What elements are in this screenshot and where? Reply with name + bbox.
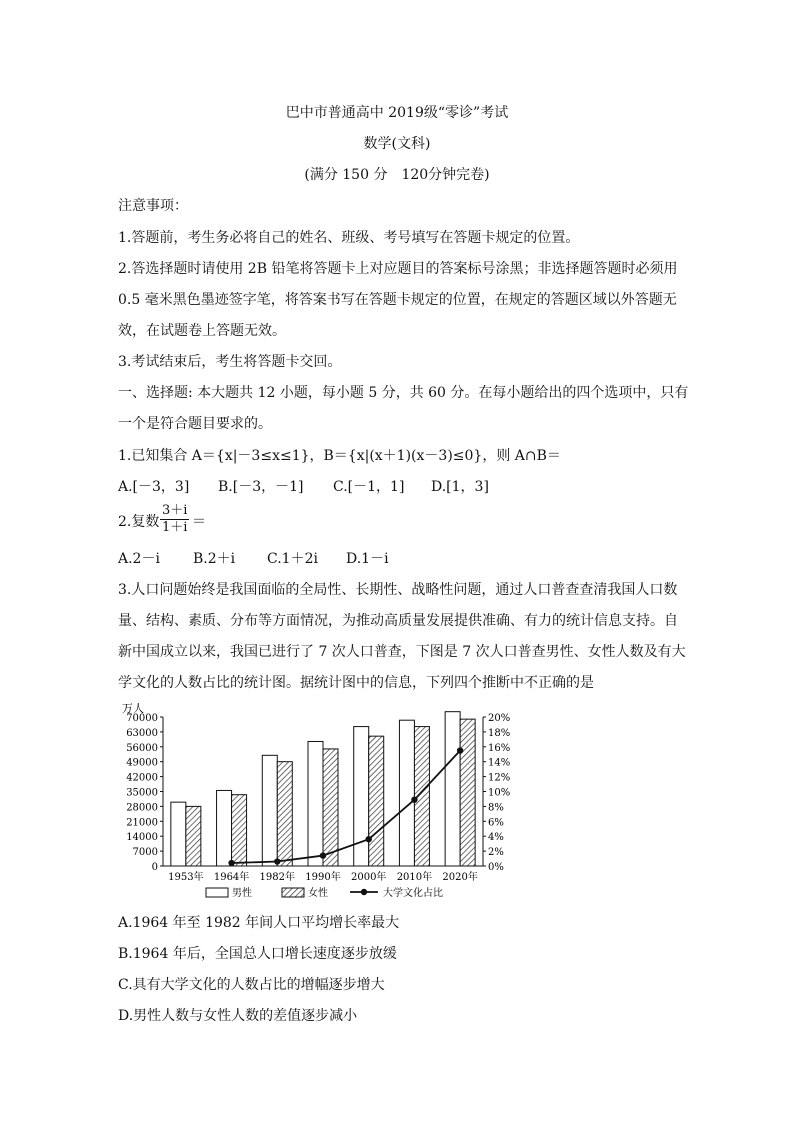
answer-option-c: C.具有大学文化的人数占比的增幅逐步增大 (118, 977, 385, 993)
notes-heading: 注意事项： (118, 198, 188, 214)
question-2-suffix: ＝ (192, 514, 206, 530)
answer-option-d: D.男性人数与女性人数的差值逐步减小 (118, 1008, 358, 1024)
question-2-prefix: 2.复数 (118, 514, 160, 530)
exam-title: 巴中市普通高中 2019级“零诊”考试 (285, 105, 509, 121)
legend-swatch-ratio-point (361, 889, 367, 895)
question-3-line: 新中国成立以来，我国已进行了 7 次人口普查，下图是 7 次人口普查男性、女性人数及有大 (118, 644, 686, 660)
x-tick-label: 2000年 (350, 872, 387, 883)
section-heading-cont: 一个是符合题目要求的。 (118, 416, 272, 432)
exam-subject: 数学(文科) (363, 136, 431, 152)
y-tick-label: 21000 (126, 817, 158, 829)
x-tick-label: 1982年 (259, 872, 296, 883)
ratio-point (457, 747, 463, 753)
bar-male (308, 741, 323, 866)
option-b: B.[－3，－1] (218, 479, 304, 495)
question-1-stem: 1.已知集合 A＝{x|－3≤x≤1}，B＝{x|(x＋1)(x－3)≤0}，则 A∩B＝ (118, 448, 561, 464)
y-tick-label: 63000 (126, 727, 158, 739)
bar-female (323, 749, 338, 866)
y-tick-label: 70000 (126, 713, 158, 724)
ratio-point (366, 836, 372, 842)
bar-male (354, 727, 369, 866)
y-tick-label: 42000 (126, 772, 158, 784)
y2-tick-label: 4% (488, 832, 504, 844)
option-a: A.[－3，3] (118, 479, 190, 495)
bar-male (262, 755, 277, 866)
note-item: 1.答题前，考生务必将自己的姓名、班级、考号填写在答题卡规定的位置。 (118, 230, 580, 246)
option-c: C.[－1，1] (333, 479, 405, 495)
option-b: B.2＋i (193, 551, 236, 567)
y-tick-label: 49000 (126, 757, 158, 769)
y2-tick-label: 18% (488, 727, 511, 739)
note-item: 3.考试结束后，考生将答题卡交回。 (118, 354, 342, 370)
legend-swatch-male (206, 888, 228, 897)
legend-label-ratio: 大学文化占比 (383, 888, 443, 899)
chart-legend (206, 886, 443, 899)
population-census-chart (118, 700, 528, 910)
y2-tick-label: 12% (488, 772, 511, 784)
y2-tick-label: 16% (488, 742, 511, 754)
x-tick-label: 1964年 (213, 872, 250, 883)
bar-male (399, 720, 414, 866)
option-a: A.2－i (118, 551, 160, 567)
y-tick-label: 7000 (132, 847, 158, 859)
y2-tick-label: 8% (488, 802, 504, 814)
y2-tick-label: 10% (488, 787, 511, 799)
bar-male (445, 712, 460, 866)
note-item: 0.5 毫米黑色墨迹签字笔，将答案书写在答题卡规定的位置，在规定的答题区域以外答题无 (118, 292, 677, 308)
x-tick-label: 2020年 (442, 872, 478, 883)
y-tick-label: 35000 (126, 787, 158, 799)
option-d: D.[1，3] (431, 479, 489, 495)
ratio-point (274, 858, 280, 864)
legend-label-male: 男性 (232, 888, 252, 899)
y-axis-unit: 万人 (122, 702, 144, 715)
y2-tick-label: 14% (488, 757, 511, 769)
y-tick-label: 56000 (126, 742, 158, 754)
ratio-point (411, 796, 417, 802)
question-1-options (118, 477, 489, 497)
question-2-options (118, 549, 389, 569)
y2-tick-label: 6% (488, 817, 504, 829)
fraction-numerator: 3＋i (162, 503, 188, 518)
note-item: 效，在试题卷上答题无效。 (118, 323, 286, 339)
bar-male (217, 790, 232, 866)
option-c: C.1＋2i (267, 551, 318, 567)
ratio-point (228, 860, 234, 866)
option-d: D.1－i (346, 551, 389, 567)
bar-female (277, 762, 292, 866)
bar-female (232, 795, 247, 866)
question-3-line: 学文化的人数占比的统计图。据统计图中的信息，下列四个推断中不正确的是 (118, 675, 594, 691)
bar-female (460, 719, 475, 866)
question-2-fraction (160, 503, 189, 536)
x-tick-label: 1953年 (168, 872, 204, 883)
legend-swatch-female (282, 888, 304, 897)
fraction-denominator: 1＋i (162, 520, 188, 535)
question-3-line: 量、结构、素质、分布等方面情况，为推动高质量发展提供准确、有力的统计信息支持。自 (118, 613, 678, 629)
answer-option-b: B.1964 年后，全国总人口增长速度逐步放缓 (118, 946, 397, 962)
question-3-line: 3.人口问题始终是我国面临的全局性、长期性、战略性问题，通过人口普查查清我国人口数 (118, 582, 678, 598)
y-tick-label: 14000 (126, 832, 158, 844)
y-tick-label: 0 (151, 862, 158, 873)
bar-female (369, 736, 384, 866)
y2-tick-label: 2% (488, 847, 504, 859)
note-item: 2.答选择题时请使用 2B 铅笔将答题卡上对应题目的答案标号涂黑；非选择题答题时必须用 (118, 261, 678, 277)
bar-female (186, 806, 201, 866)
exam-info: (满分 150 分 120分钟完卷) (304, 167, 490, 183)
ratio-point (320, 852, 326, 858)
bar-male (171, 802, 186, 866)
answer-option-a: A.1964 年至 1982 年间人口平均增长率最大 (118, 915, 400, 931)
y-tick-label: 28000 (126, 802, 158, 814)
x-tick-label: 1990年 (305, 872, 341, 883)
x-tick-label: 2010年 (396, 872, 433, 883)
legend-label-female: 女性 (308, 888, 328, 899)
y2-tick-label: 20% (488, 713, 511, 724)
section-heading: 一、选择题: 本大题共 12 小题，每小题 5 分，共 60 分。在每小题给出的四个选项中，只有 (118, 385, 689, 401)
y2-tick-label: 0% (488, 862, 504, 873)
